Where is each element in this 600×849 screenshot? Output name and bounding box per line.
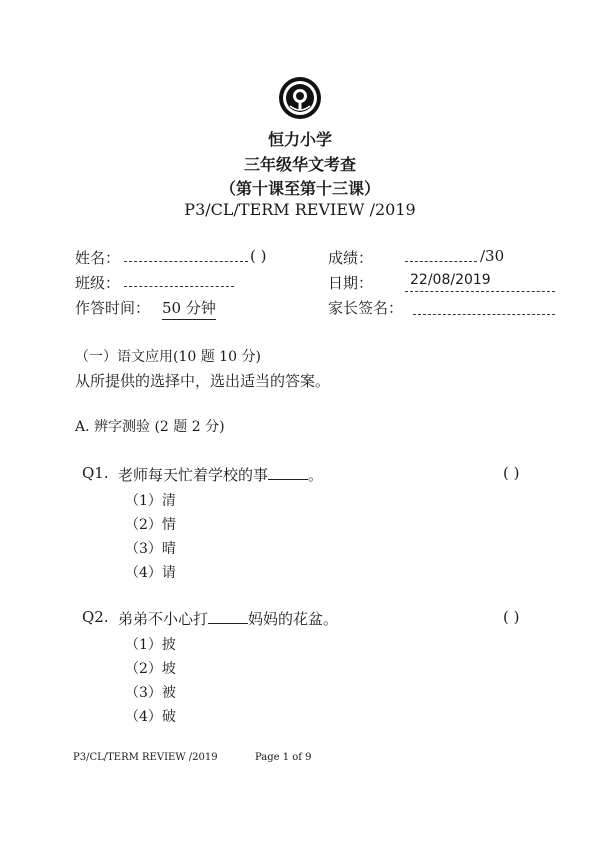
exam-title: 三年级华文考查 xyxy=(243,155,356,174)
parent-signature-field[interactable] xyxy=(413,302,555,315)
name-field[interactable] xyxy=(124,249,248,262)
question-text-before: 弟弟不小心打 xyxy=(118,610,209,628)
footer-paper-code: P3/CL/TERM REVIEW /2019 xyxy=(73,752,218,763)
part-a-title: A. 辨字测验 (2 题 2 分) xyxy=(75,419,225,435)
question-text xyxy=(118,608,338,629)
option-2[interactable]: （2）坡 xyxy=(125,661,176,677)
paper-code: P3/CL/TERM REVIEW /2019 xyxy=(184,200,416,219)
option-2[interactable]: （2）情 xyxy=(125,517,176,533)
score-label: 成绩： xyxy=(328,249,374,267)
answer-paren[interactable]: ( ) xyxy=(503,608,520,626)
date-underline xyxy=(405,291,555,292)
section-title: （一）语文应用(10 题 10 分) xyxy=(75,349,261,365)
question-text-after: 。 xyxy=(308,466,324,484)
option-4[interactable]: （4）请 xyxy=(125,565,176,581)
parent-signature-label: 家长签名： xyxy=(328,299,404,317)
question-text-before: 老师每天忙着学校的事 xyxy=(118,466,269,484)
lesson-range: （第十课至第十三课） xyxy=(219,179,380,198)
section-instruction: 从所提供的选择中，选出适当的答案。 xyxy=(75,372,331,390)
school-crest-logo xyxy=(278,76,322,120)
question-text-after: 妈妈的花盆。 xyxy=(248,610,339,628)
score-total: /30 xyxy=(480,247,505,265)
name-label: 姓名： xyxy=(75,249,121,267)
option-4[interactable]: （4）破 xyxy=(125,709,176,725)
class-field[interactable] xyxy=(124,274,234,287)
footer-page-number: Page 1 of 9 xyxy=(255,752,312,763)
question-text xyxy=(118,464,323,485)
option-1[interactable]: （1）清 xyxy=(125,493,176,509)
school-name: 恒力小学 xyxy=(267,130,332,149)
option-3[interactable]: （3）晴 xyxy=(125,541,176,557)
question-number: Q1. xyxy=(82,464,109,482)
option-1[interactable]: （1）披 xyxy=(125,637,176,653)
date-value: 22/08/2019 xyxy=(410,272,491,288)
answer-paren[interactable]: ( ) xyxy=(503,464,520,482)
class-label: 班级： xyxy=(75,274,121,292)
time-label: 作答时间： xyxy=(75,299,151,317)
question-number: Q2. xyxy=(82,608,109,626)
date-label: 日期： xyxy=(328,274,374,292)
class-number-paren: ( ) xyxy=(250,247,267,265)
answer-blank xyxy=(208,611,248,624)
option-3[interactable]: （3）被 xyxy=(125,685,176,701)
time-value: 50 分钟 xyxy=(162,297,216,320)
score-field[interactable] xyxy=(405,249,477,262)
answer-blank xyxy=(268,467,308,480)
